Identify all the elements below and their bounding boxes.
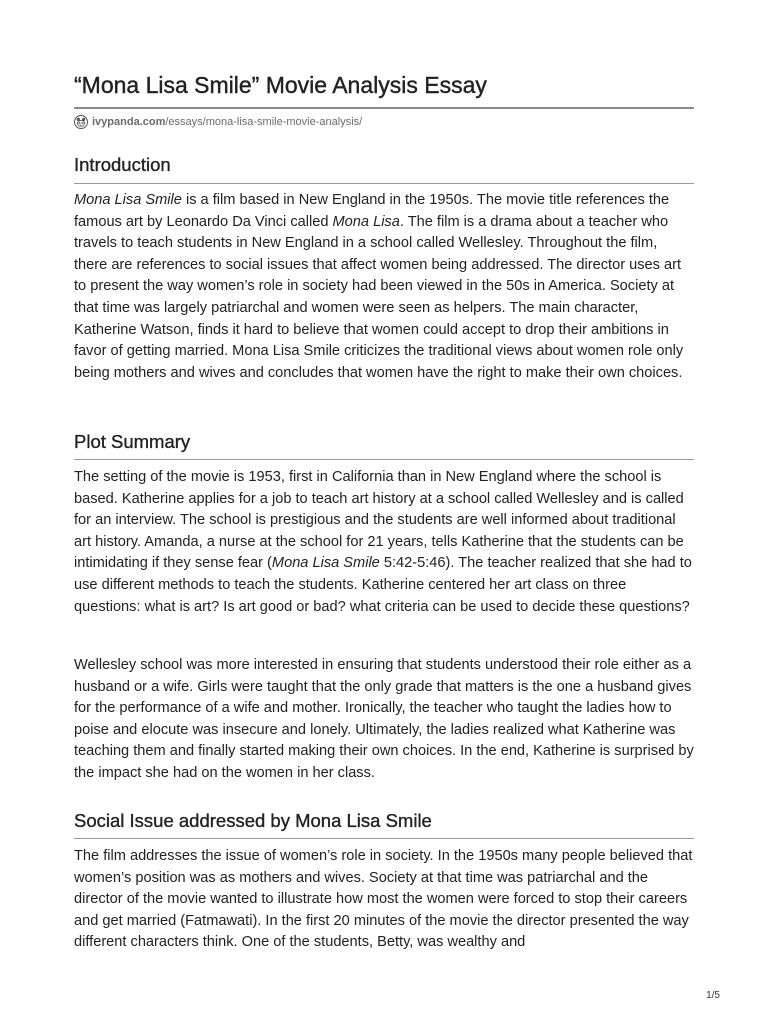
social-issue-paragraph: The film addresses the issue of women’s role in society. In the 1950s many people believed that women’s position was as mothers and wives. Society at that time was patriarchal and the director of the movie wanted to illustrate how most the women were forced to stop their careers and get married (Fatmawati). In the first 20 minutes of the movie the director presented the way different characters think. One of the students, Betty, was wealthy and	[74, 848, 693, 951]
plot-summary-text-1: The setting of the movie is 1953, first in California than in New England where the school is based. Katherine applies for a job to teach art history at a school called Wellesley and is called for an interview. The school is prestigious and the students are well informed about traditional art history. Amanda, a nurse at the school for 21 years, tells Katherine that the students can be intimidating if they sense fear (	[74, 469, 684, 572]
painting-title-italic: Mona Lisa	[332, 213, 400, 230]
movie-title-citation-italic: Mona Lisa Smile	[271, 555, 380, 572]
plot-summary-text-2: 5:42-5:46). The teacher realized that she had to use different methods to teach the students. Katherine centered her art class on three questions: what is art? Is art good or bad? what criteria can be used to decide these questions?	[74, 555, 692, 615]
title-divider	[74, 107, 694, 109]
movie-title-italic: Mona Lisa Smile	[74, 192, 182, 208]
section-heading-introduction: Introduction	[74, 154, 171, 175]
introduction-text-2: . The film is a drama about a teacher who travels to teach students in New England in a school called Wellesley. Throughout the film, there are references to social issues that affect women being addressed. The director uses art to present the way women’s role in society had been viewed in the 50s in America. Society at that time was largely patriarchal and women were seen as helpers. The main character, Katherine Watson, finds it hard to believe that women could accept to drop their ambitions in favor of getting married. Mona Lisa Smile criticizes the traditional views about women role only being mothers and wives and concludes that women have the right to make their own choices.	[74, 213, 684, 381]
section-heading-social-issue: Social Issue addressed by Mona Lisa Smile	[74, 810, 432, 831]
source-link[interactable]	[74, 114, 362, 130]
source-path: /essays/mona-lisa-smile-movie-analysis/	[165, 116, 363, 128]
section-divider-social-issue	[74, 838, 694, 839]
introduction-text-1: is a film based in New England in the 1950s. The movie title references the famous art by Leonardo Da Vinci called	[74, 192, 670, 230]
plot-summary-paragraph-2: Wellesley school was more interested in ensuring that students understood their role either as a husband or a wife. Girls were taught that the only grade that matters is the one a husband gives for the performance of a wife and mother. Ironically, the teacher who taught the ladies how to poise and elocute was insecure and lonely. Ultimately, the ladies realized what Katherine was teaching them and finally started making their own choices. In the end, Katherine is surprised by the impact she had on the women in her class.	[74, 657, 694, 781]
document-title: “Mona Lisa Smile” Movie Analysis Essay	[74, 72, 487, 98]
plot-summary-paragraph-1	[74, 467, 694, 618]
section-divider-introduction	[74, 183, 694, 184]
section-divider-plot-summary	[74, 459, 694, 460]
ivypanda-logo-icon	[74, 115, 88, 129]
page-number: 1/5	[706, 990, 720, 1001]
source-domain: ivypanda.com	[92, 116, 166, 128]
introduction-paragraph	[74, 190, 694, 384]
section-heading-plot-summary: Plot Summary	[74, 431, 191, 452]
